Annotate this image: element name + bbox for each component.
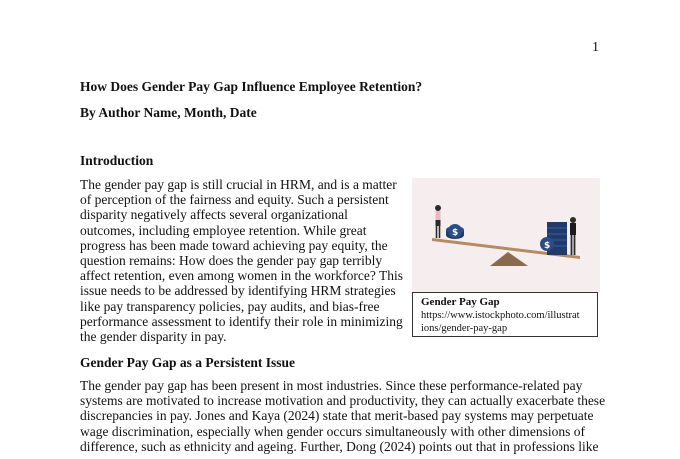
paragraph-line: systems are motivated to increase motivation and productivity, they can actually exacerbate these [80,393,606,409]
paragraph-line: the gender disparity in pay. [80,329,227,345]
paragraph-line: question remains: How does the gender pay gap terribly [80,253,383,269]
paragraph-line: The gender pay gap is still crucial in HRM, and is a matter [80,177,397,192]
figure-source-link[interactable]: https://www.istockphoto.com/illustrat [421,310,580,321]
figure-caption-title: Gender Pay Gap [421,296,500,308]
paragraph-line: discrepancies in pay. Jones and Kaya (2024) state that merit-based pay systems may perpetuate [80,408,594,424]
introduction-paragraph [80,177,405,344]
paragraph-line: like pay transparency policies, pay audits, and bias-free [80,298,380,314]
paragraph-line: issue needs to be addressed by identifying HRM strategies [80,283,396,299]
paragraph-line: performance assessment to identify their role in minimizing [80,313,403,329]
section-heading: Gender Pay Gap as a Persistent Issue [80,355,295,370]
svg-text:$: $ [452,228,459,238]
introduction-heading: Introduction [80,153,154,168]
paragraph-line: The gender pay gap has been present in most industries. Since these performance-related pay [80,378,583,393]
figure [412,178,600,337]
figure-source-link[interactable]: ions/gender-pay-gap [421,323,508,334]
gender-pay-gap-illustration [412,178,600,292]
paragraph-line: difference, such as ethnicity and ageing. Further, Dong (2024) points out that in professions like [80,438,599,454]
page-number: 1 [592,40,599,55]
paragraph-line: affect retention, even among women in the workforce? This [80,268,404,284]
svg-text:$: $ [544,241,551,251]
paragraph-line: outcomes, including employee retention. While great [80,222,367,238]
paragraph-line: progress has been made toward achieving pay equity, the [80,237,388,253]
paragraph-line: disparity negatively affects several organizational [80,207,348,223]
byline: By Author Name, Month, Date [80,105,257,120]
paragraph-line: wage discrimination, especially when gender occurs simultaneously with other dimensions of [80,423,586,439]
document-title: How Does Gender Pay Gap Influence Employee Retention? [80,79,423,94]
figure-caption [412,292,598,337]
section-paragraph [80,378,610,454]
paragraph-line: of perception of the fairness and equity. Such a persistent [80,192,389,208]
